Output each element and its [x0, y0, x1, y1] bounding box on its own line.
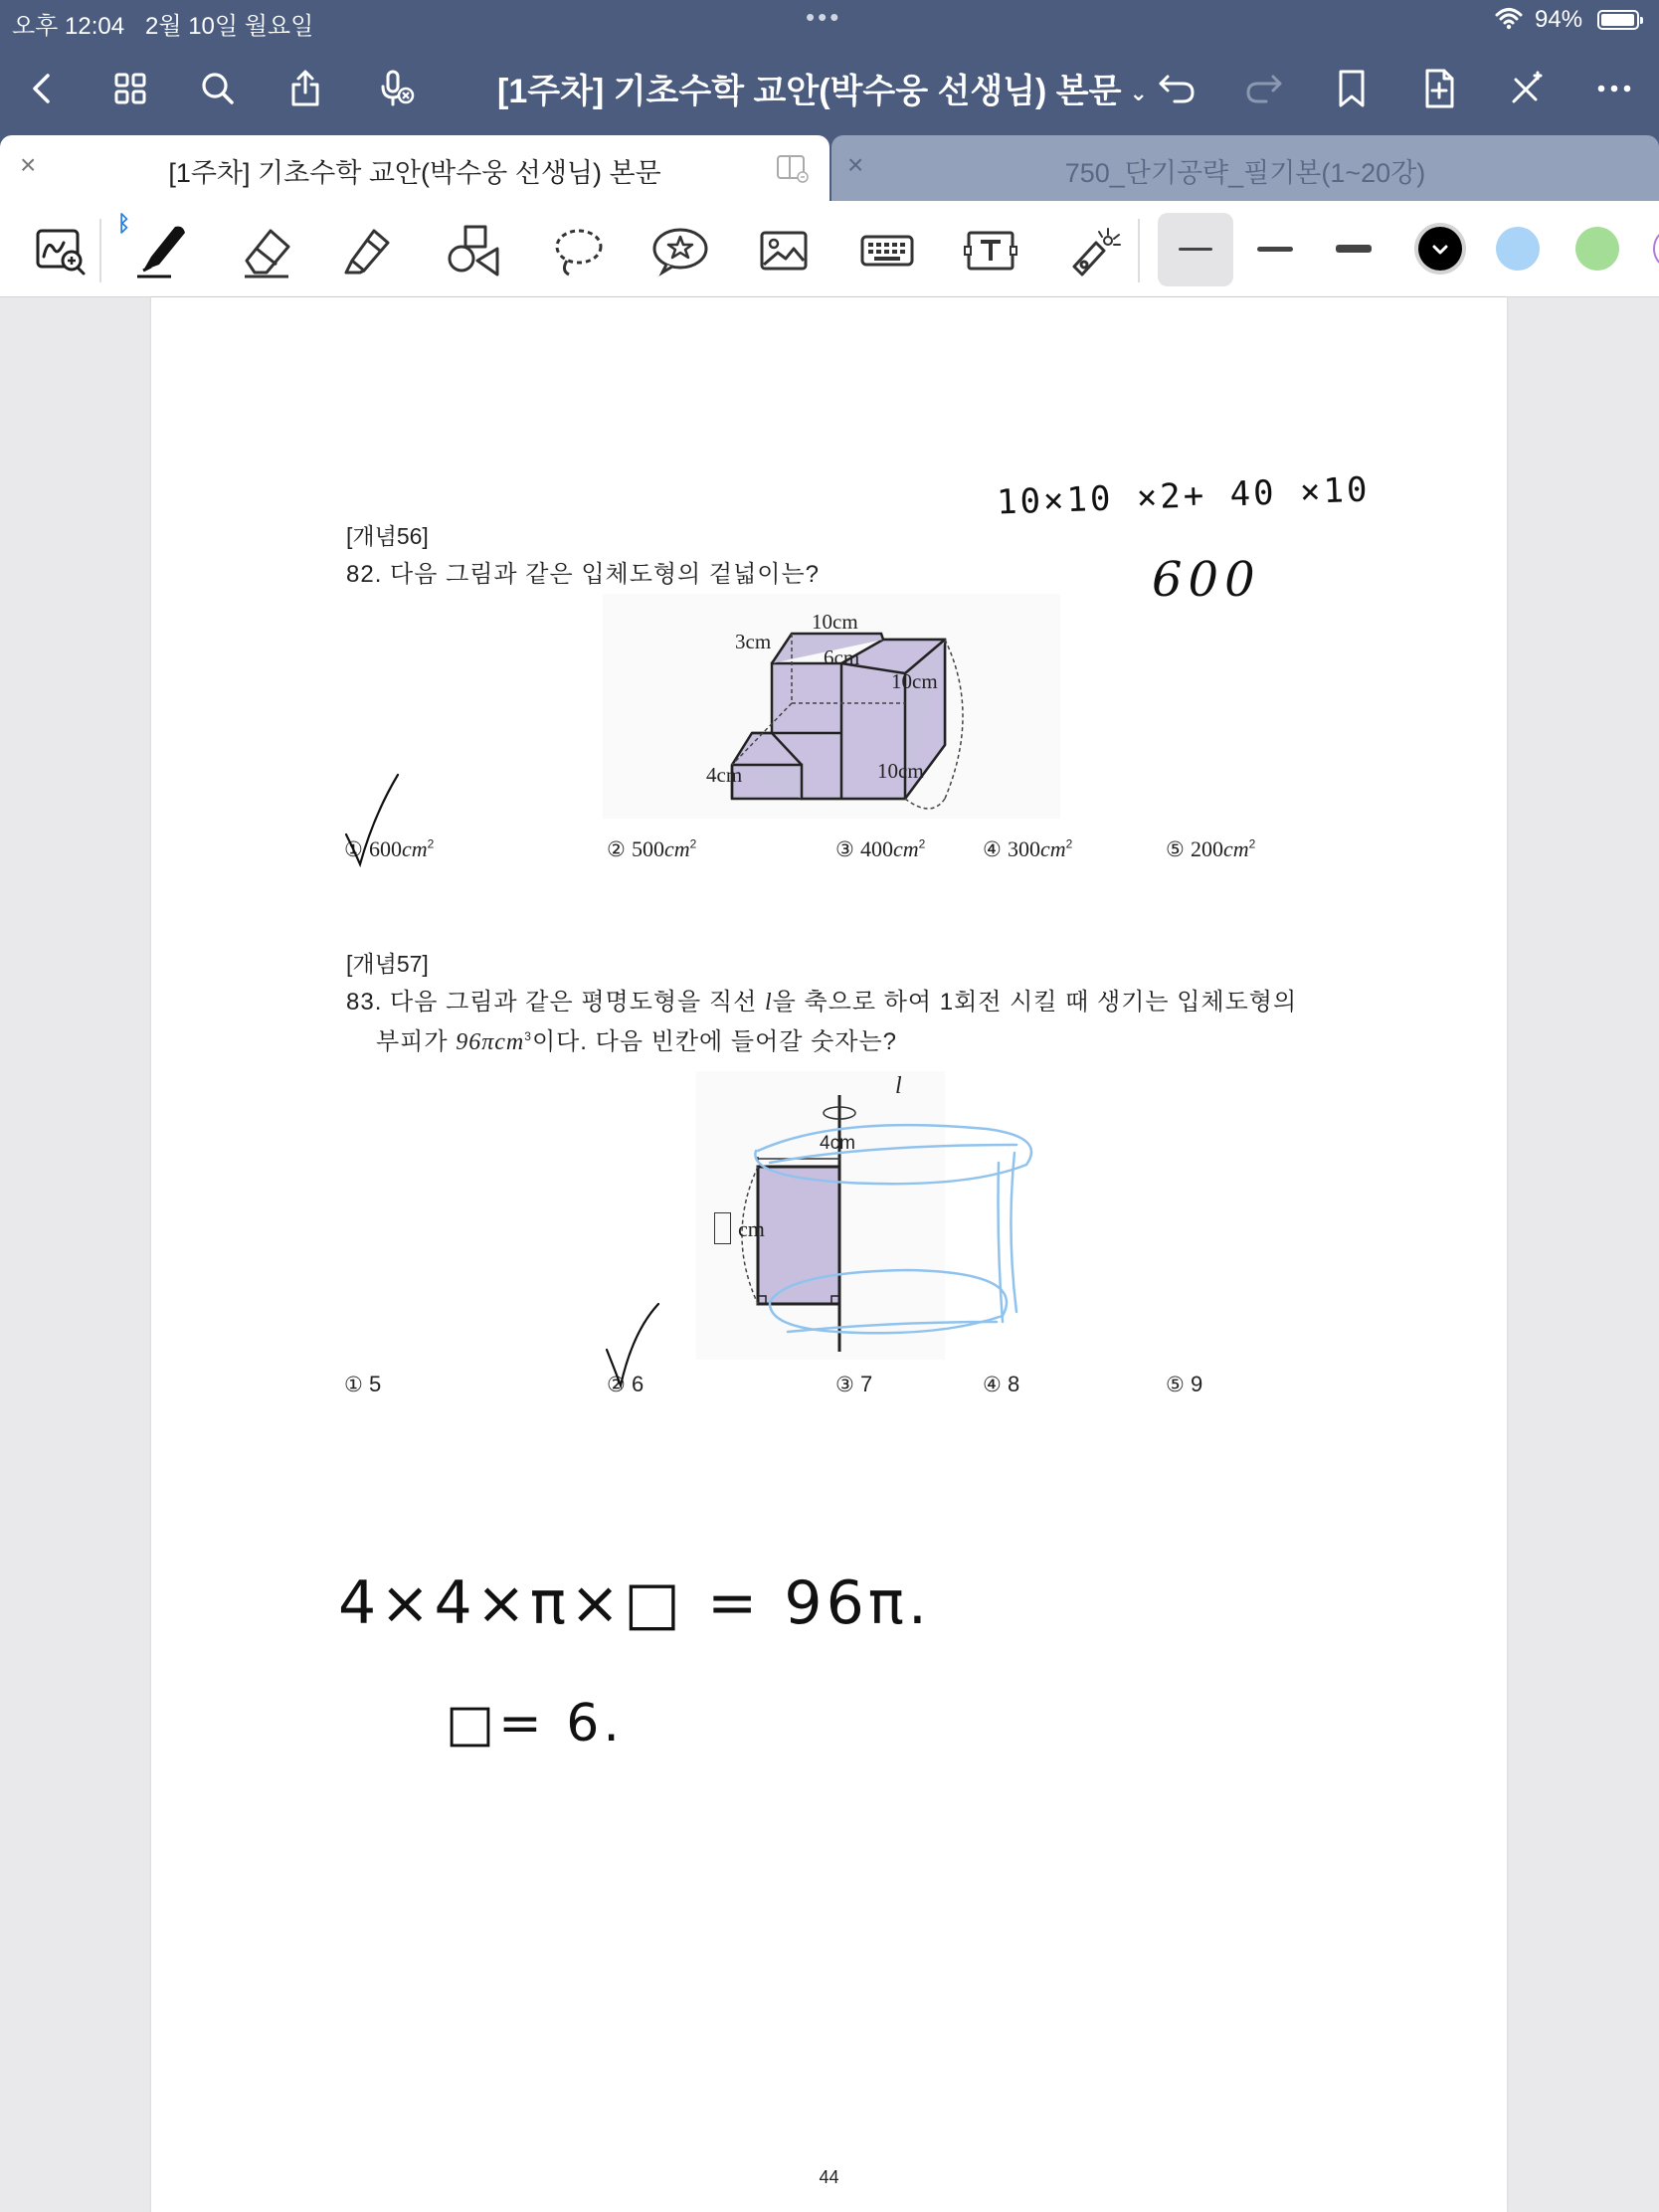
choice-2[interactable]: ② $500cm^2$ [607, 836, 697, 861]
color-swatch-black-selected[interactable] [1414, 223, 1466, 275]
status-time: 오후 12:04 [12, 13, 125, 40]
eraser-tool-icon[interactable] [235, 219, 298, 282]
choice-2[interactable]: ② 6 [607, 1372, 645, 1396]
shapes-tool-icon[interactable] [442, 219, 505, 282]
tab-document-active[interactable] [0, 135, 830, 201]
text-box-tool-icon[interactable] [959, 219, 1022, 282]
handwritten-note: 600 [1152, 552, 1261, 608]
stroke-thin-icon [1179, 248, 1212, 251]
document-title-menu[interactable] [497, 64, 1213, 112]
choice-3[interactable]: ③ $400cm^2$ [835, 836, 926, 861]
share-icon[interactable] [278, 62, 332, 115]
figure-label: cm [738, 1216, 765, 1241]
stroke-medium-icon[interactable] [1257, 247, 1293, 252]
figure-label: 6cm [824, 645, 860, 669]
question-83-line1: 83. 다음 그림과 같은 평명도형을 직선 l을 축으로 하여 1회전 시킬 때 생기는 입체도형의 [346, 989, 1298, 1015]
status-date: 2월 10일 월요일 [145, 13, 314, 40]
axis-label: l [895, 1073, 902, 1099]
toolbar-divider [1138, 219, 1140, 282]
top-toolbar [0, 40, 1659, 135]
chevron-down-icon: ⌄ [1129, 81, 1148, 106]
choice-1[interactable]: ① $600cm^2$ [344, 836, 435, 861]
choice-5[interactable]: ⑤ $200cm^2$ [1166, 836, 1256, 861]
tab-close-icon[interactable]: × [847, 149, 864, 180]
image-tool-icon[interactable] [752, 219, 816, 282]
choice-4[interactable]: ④ $300cm^2$ [983, 836, 1073, 861]
add-page-icon[interactable] [1412, 62, 1466, 115]
figure-label: 10cm [812, 610, 858, 634]
highlighter-tool-icon[interactable] [336, 219, 400, 282]
handwritten-note: □= 6. [446, 1694, 624, 1753]
question-82-text: 82. 다음 그림과 같은 입체도형의 겉넓이는? [346, 561, 820, 588]
more-options-icon[interactable] [1587, 62, 1641, 115]
document-canvas[interactable] [0, 297, 1659, 2212]
tab-label: [1주차] 기초수학 교안(박수웅 선생님) 본문 [168, 158, 661, 188]
redo-icon[interactable] [1237, 62, 1291, 115]
color-swatch-purple[interactable] [1653, 227, 1659, 271]
annotation-toolbar [0, 201, 1659, 297]
figure-label: 4cm [706, 763, 743, 787]
choice-4[interactable]: ④ 8 [983, 1372, 1020, 1396]
toolbar-divider [99, 219, 101, 282]
laser-pointer-tool-icon[interactable] [1062, 219, 1126, 282]
revolution-figure-diagram [696, 1071, 945, 1360]
document-title: [1주차] 기초수학 교안(박수웅 선생님) 본문 [497, 73, 1122, 110]
exit-edit-icon[interactable] [1500, 62, 1554, 115]
split-view-icon[interactable] [776, 153, 810, 183]
microphone-off-icon[interactable] [370, 62, 424, 115]
choice-1[interactable]: ① 5 [344, 1372, 382, 1396]
tab-close-icon[interactable]: × [20, 149, 37, 180]
choice-5[interactable]: ⑤ 9 [1166, 1372, 1203, 1396]
handwritten-note: 10×10 ×2+ 40 ×10 [996, 469, 1372, 523]
handwritten-note: 4×4×π×□ = 96π. [338, 1568, 931, 1638]
status-bar [0, 0, 1659, 40]
question-83-line2: 부피가 96πcm$^3$이다. 다음 빈칸에 들어갈 숫자는? [376, 1028, 898, 1055]
keyboard-tool-icon[interactable] [855, 219, 919, 282]
sticker-tool-icon[interactable] [648, 219, 712, 282]
zoom-window-icon[interactable] [28, 219, 92, 282]
blank-box [714, 1212, 731, 1244]
battery-percent: 94% [1535, 6, 1583, 33]
undo-icon[interactable] [1150, 62, 1203, 115]
pen-tool-icon[interactable] [129, 219, 193, 282]
color-swatch-blue[interactable] [1496, 227, 1540, 271]
bluetooth-icon: ᛒ [117, 211, 131, 236]
wifi-icon [1495, 6, 1523, 30]
bookmark-icon[interactable] [1325, 62, 1379, 115]
tab-label: 750_단기공략_필기본(1~20강) [1064, 158, 1426, 188]
color-swatch-green[interactable] [1575, 227, 1619, 271]
document-page[interactable] [151, 297, 1507, 2212]
figure-label: 3cm [735, 630, 772, 653]
search-icon[interactable] [191, 62, 245, 115]
choice-3[interactable]: ③ 7 [835, 1372, 873, 1396]
battery-icon [1597, 10, 1639, 30]
tab-document-inactive[interactable] [831, 135, 1659, 201]
grid-view-icon[interactable] [103, 62, 157, 115]
figure-label: 10cm [891, 669, 938, 693]
page-number: 44 [819, 2167, 839, 2187]
lasso-tool-icon[interactable] [547, 219, 611, 282]
back-icon[interactable] [16, 62, 70, 115]
figure-label: 4cm [820, 1133, 855, 1154]
concept-label: [개념56] [346, 523, 429, 549]
tab-bar [0, 135, 1659, 201]
figure-label: 10cm [877, 759, 924, 783]
concept-label: [개념57] [346, 951, 429, 977]
stroke-thick-icon[interactable] [1336, 245, 1372, 253]
multitasking-dots[interactable]: ••• [806, 2, 842, 32]
